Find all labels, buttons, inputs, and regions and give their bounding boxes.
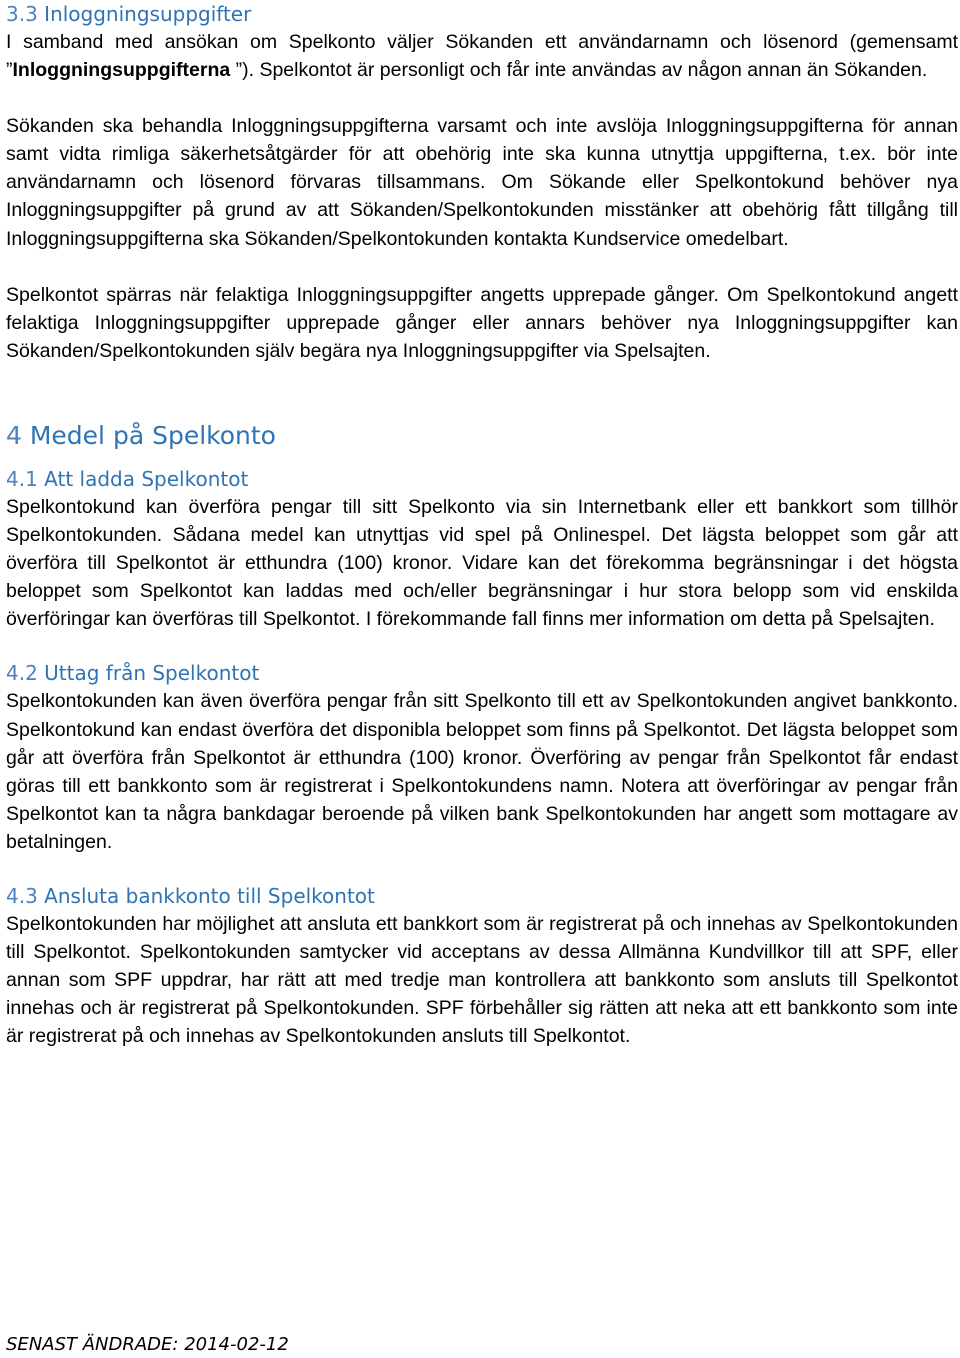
section-4-heading [6,421,958,451]
paragraph-text: I samband med ansökan om Spelkonto väljer Sökanden ett användarnamn och lösenord (gemensamt ” [6,31,958,82]
section-3-3-heading [6,0,958,28]
last-modified-footer: SENAST ÄNDRADE: 2014-02-12 [6,1334,289,1355]
section-title: Uttag från Spelkontot [44,661,260,686]
paragraph-login-credentials [6,28,958,84]
section-number: 4 [6,420,22,450]
section-4-3-heading [6,882,958,910]
section-number: 4.1 [6,466,38,491]
section-title: Inloggningsuppgifter [44,2,252,26]
defined-term: Inloggningsuppgifterna [12,59,231,82]
paragraph-credential-handling: Sökanden ska behandla Inloggningsuppgifterna varsamt och inte avslöja Inloggningsuppgifterna för annan samt vidta rimliga säkerhetsåtgärder för att obehörig inte ska kunna utnyttja uppgifterna, t.ex. bör inte användarnamn och lösenord förvaras tillsammans. Om Sökande eller Spelkontokund behöver nya Inloggningsuppgifter på grund av att Sökanden/Spelkontokunden misstänker att obehörig fått tillgång till Inloggningsuppgifterna ska Sökanden/Spelkontokunden kontakta Kundservice omedelbart. [6,115,958,250]
paragraph-bank-account: Spelkontokunden har möjlighet att ansluta ett bankkort som är registrerat på och innehas av Spelkontokunden till Spelkontot. Spelkontokunden samtycker vid acceptans av dessa Allmänna Kundvillkor till att SPF, eller annan som SPF uppdrar, har rätt att med tredje man kontrollera att bankkonto som ansluts till Spelkontot innehas och är registrerat på Spelkontokunden. SPF förbehåller sig rätten att neka att ett bankkonto som inte är registrerat på och innehas av Spelkontokunden ansluts till Spelkontot. [6,912,958,1048]
paragraph-withdrawal: Spelkontokunden kan även överföra pengar från sitt Spelkonto till ett av Spelkontokunden angivet bankkonto. Spelkontokund kan endast överföra det disponibla beloppet som finns på Spelkontot. Det lägsta beloppet som går att överföra från Spelkontot är etthundra (100) kronor. Överföring av pengar från Spelkontot får endast göras till ett bankkonto som är registrerat i Spelkontokundens namn. Notera att överföringar av pengar från Spelkontot kan ta några bankdagar beroende på vilken bank Spelkontokunden har angett som mottagare av betalningen. [6,690,958,853]
section-4-2-heading [6,659,958,687]
document-page [6,0,958,1050]
section-number: 3.3 [6,2,38,26]
section-title: Medel på Spelkonto [29,420,276,450]
section-title: Att ladda Spelkontot [44,466,249,491]
paragraph-text: ”). Spelkontot är personligt och får inte användas av någon annan än Sökanden. [230,59,928,82]
paragraph-account-blocking: Spelkontot spärras när felaktiga Inloggningsuppgifter angetts upprepade gånger. Om Spelkontokund angett felaktiga Inloggningsuppgifter upprepade gånger eller annars behöver nya Inloggningsuppgifter kan Sökanden/Spelkontokunden själv begära nya Inloggningsuppgifter via Spelsajten. [6,283,958,362]
section-4-1-heading [6,465,958,493]
section-number: 4.3 [6,883,38,908]
paragraph-deposit: Spelkontokund kan överföra pengar till sitt Spelkonto via sin Internetbank eller ett bankkort som tillhör Spelkontokunden. Sådana medel kan utnyttjas vid spel på Onlinespel. Det lägsta beloppet som går att överföra till Spelkontot är etthundra (100) kronor. Vidare kan det förekomma begränsningar i det högsta beloppet som Spelkontot kan laddas med och/eller begränsningar i hur stora belopp som vid enskilda överföringar kan överföras till Spelkontot. I förekommande fall finns mer information om detta på Spelsajten. [6,495,958,631]
section-number: 4.2 [6,661,38,686]
section-title: Ansluta bankkonto till Spelkontot [44,883,375,908]
